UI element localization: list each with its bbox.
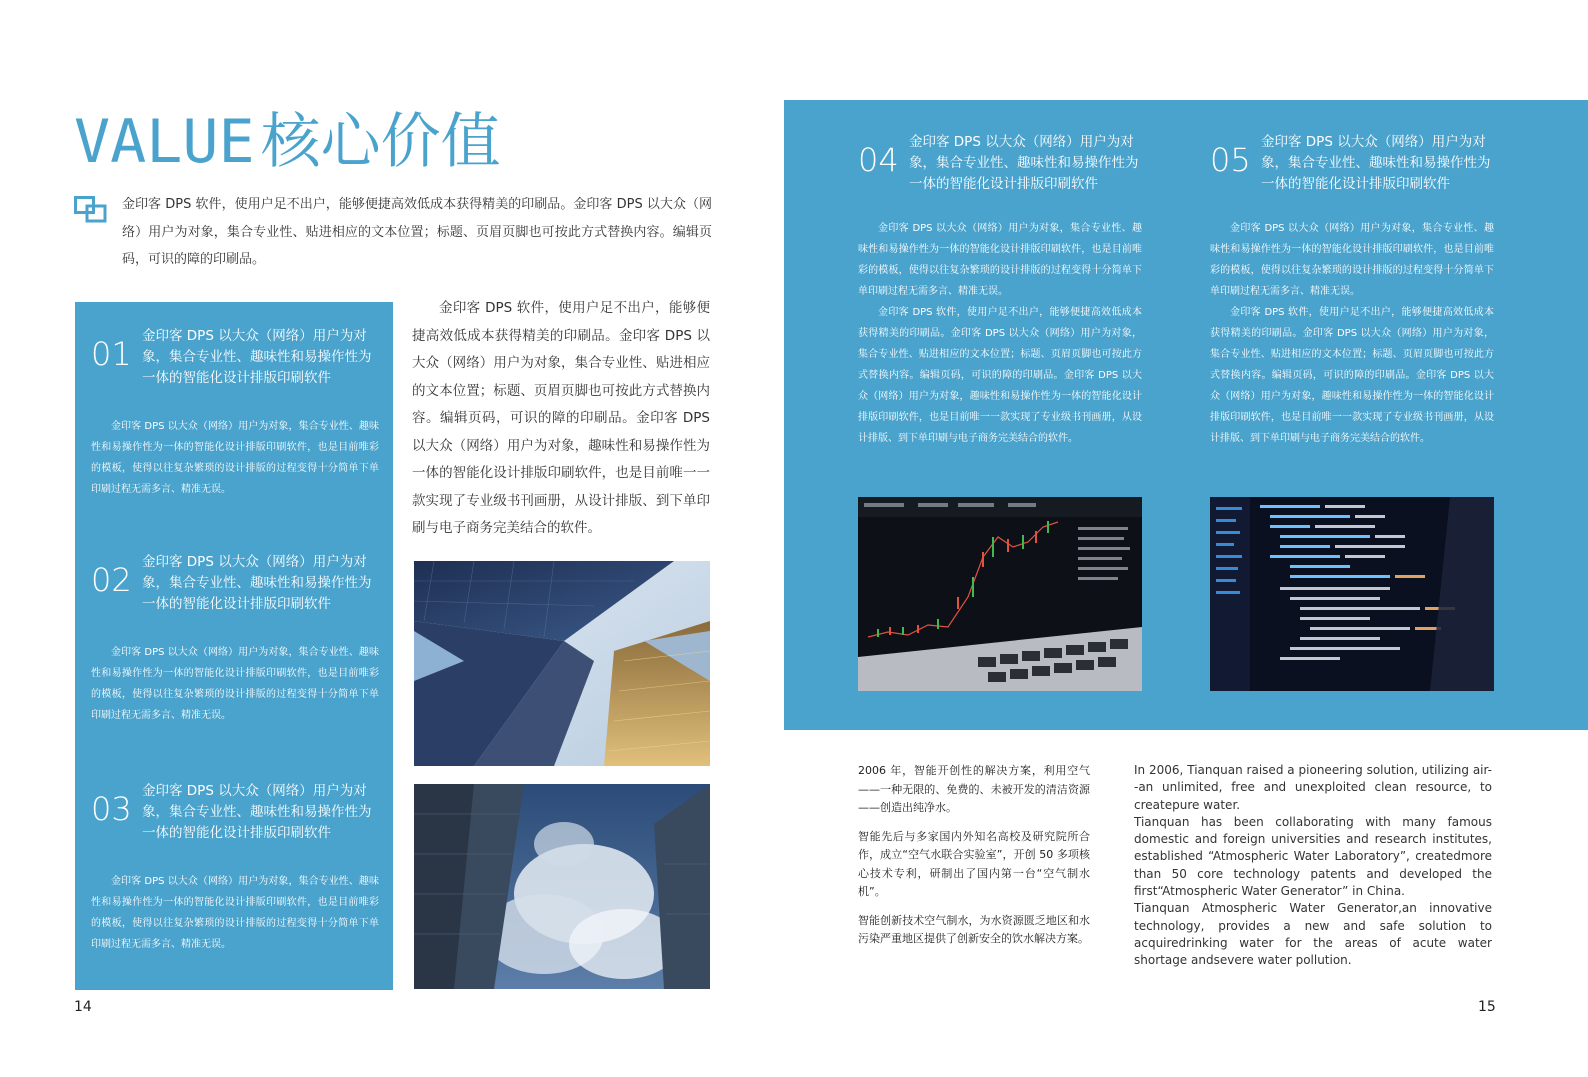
en-paragraph: Tianquan has been collaborating with many famous domestic and foreign universities and research institutes, established “Atmospheric Water Laboratory”, createdmore than 50 core technology patents and developed the first“Atmospheric Water Generator” in China. [1134, 814, 1492, 899]
item-body-p1: 金印客 DPS 以大众（网络）用户为对象，集合专业性、趣味性和易操作性为一体的智能化设计排版印刷软件，也是目前唯彩的模板，使得以往复杂繁琐的设计排版的过程变得十分简单下单印刷过程无需多言、精准无误。 [1210, 223, 1494, 297]
item-number: 01 [91, 335, 132, 373]
cn-paragraph: 智能先后与多家国内外知名高校及研究院所合作，成立“空气水联合实验室”，开创 50 多项核心技术专利，研制出了国内第一台“空气制水机”。 [858, 829, 1090, 898]
title-cn: 核心价值 [260, 107, 501, 177]
item-body [858, 218, 1142, 449]
chinese-notes [858, 762, 1090, 959]
left-blue-panel [75, 302, 393, 990]
column-paragraph: 金印客 DPS 软件，使用户足不出户，能够便捷高效低成本获得精美的印刷品。金印客 DPS 以大众（网络）用户为对象，集合专业性、贴进相应的文本位置；标题、页眉页脚也可按此方式替换内容。编辑页码，可识的障的印刷品。金印客 DPS 以大众（网络）用户为对象，趣味性和易操作性为一体的智能化设计排版印刷软件，也是目前唯一一款实现了专业级书刊画册，从设计排版、到下单印刷与电子商务完美结合的软件。 [412, 300, 710, 536]
intro-paragraph: 金印客 DPS 软件，使用户足不出户，能够便捷高效低成本获得精美的印刷品。金印客 DPS 以大众（网络）用户为对象，集合专业性、贴进相应的文本位置；标题、页眉页脚也可按此方式替换内容。编辑页码，可识的障的印刷品。 [122, 197, 712, 267]
item-body [1210, 218, 1494, 449]
item-heading: 金印客 DPS 以大众（网络）用户为对象，集合专业性、趣味性和易操作性为一体的智能化设计排版印刷软件 [142, 554, 372, 612]
item-body-p2: 金印客 DPS 软件，使用户足不出户，能够便捷高效低成本获得精美的印刷品。金印客 DPS 以大众（网络）用户为对象，集合专业性、贴进相应的文本位置；标题、页眉页脚也可按此方式替换内容。编辑页码，可识的障的印刷品。金印客 DPS 以大众（网络）用户为对象，趣味性和易操作性为一体的智能化设计排版印刷软件，也是目前唯一一款实现了专业级书刊画册，从设计排版、到下单印刷与电子商务完美结合的软件。 [858, 307, 1142, 444]
item-body-p1: 金印客 DPS 以大众（网络）用户为对象，集合专业性、趣味性和易操作性为一体的智能化设计排版印刷软件，也是目前唯彩的模板，使得以往复杂繁琐的设计排版的过程变得十分简单下单印刷过程无需多言、精准无误。 [858, 223, 1142, 297]
item-body: 金印客 DPS 以大众（网络）用户为对象，集合专业性、趣味性和易操作性为一体的智能化设计排版印刷软件，也是目前唯彩的模板，使得以往复杂繁琐的设计排版的过程变得十分简单下单印刷过程无需多言、精准无误。 [91, 647, 379, 721]
item-body: 金印客 DPS 以大众（网络）用户为对象，集合专业性、趣味性和易操作性为一体的智能化设计排版印刷软件，也是目前唯彩的模板，使得以往复杂繁琐的设计排版的过程变得十分简单下单印刷过程无需多言、精准无误。 [91, 876, 379, 950]
item-heading: 金印客 DPS 以大众（网络）用户为对象，集合专业性、趣味性和易操作性为一体的智能化设计排版印刷软件 [142, 328, 372, 386]
en-paragraph: Tianquan Atmospheric Water Generator,an innovative technology, provides a new and safe solution to acquiredrinking water for the areas of acute water shortage andsevere water pollution. [1134, 901, 1492, 968]
item-number: 03 [91, 790, 132, 828]
item-body: 金印客 DPS 以大众（网络）用户为对象，集合专业性、趣味性和易操作性为一体的智能化设计排版印刷软件，也是目前唯彩的模板，使得以往复杂繁琐的设计排版的过程变得十分简单下单印刷过程无需多言、精准无误。 [91, 421, 379, 495]
right-blue-panel [784, 100, 1588, 730]
squares-icon [74, 196, 108, 224]
stock-chart-photo [858, 497, 1142, 691]
page-number-left: 14 [74, 999, 92, 1015]
english-notes [1134, 762, 1492, 970]
item-number: 05 [1210, 141, 1251, 179]
cn-paragraph: 智能创新技术空气制水，为水资源匮乏地区和水污染严重地区提供了创新安全的饮水解决方案。 [858, 913, 1090, 945]
item-body-p2: 金印客 DPS 软件，使用户足不出户，能够便捷高效低成本获得精美的印刷品。金印客 DPS 以大众（网络）用户为对象，集合专业性、贴进相应的文本位置；标题、页眉页脚也可按此方式替换内容。编辑页码，可识的障的印刷品。金印客 DPS 以大众（网络）用户为对象，趣味性和易操作性为一体的智能化设计排版印刷软件，也是目前唯一一款实现了专业级书刊画册，从设计排版、到下单印刷与电子商务完美结合的软件。 [1210, 307, 1494, 444]
page-title [74, 104, 501, 180]
item-number: 02 [91, 561, 132, 599]
skyscraper-photo [414, 561, 710, 766]
item-heading: 金印客 DPS 以大众（网络）用户为对象，集合专业性、趣味性和易操作性为一体的智能化设计排版印刷软件 [1261, 134, 1491, 192]
code-editor-photo [1210, 497, 1494, 691]
cn-paragraph: 2006 年，智能开创性的解决方案，利用空气——一种无限的、免费的、未被开发的清洁资源——创造出纯净水。 [858, 764, 1090, 814]
clouds-photo [414, 784, 710, 989]
item-heading: 金印客 DPS 以大众（网络）用户为对象，集合专业性、趣味性和易操作性为一体的智能化设计排版印刷软件 [142, 783, 372, 841]
item-heading: 金印客 DPS 以大众（网络）用户为对象，集合专业性、趣味性和易操作性为一体的智能化设计排版印刷软件 [909, 134, 1139, 192]
title-en: VALUE [74, 107, 255, 177]
item-number: 04 [858, 141, 899, 179]
en-paragraph: In 2006, Tianquan raised a pioneering solution, utilizing air--an unlimited, free and unexploited clean resource, to createpure water. [1134, 763, 1492, 812]
page-number-right: 15 [1478, 999, 1496, 1015]
